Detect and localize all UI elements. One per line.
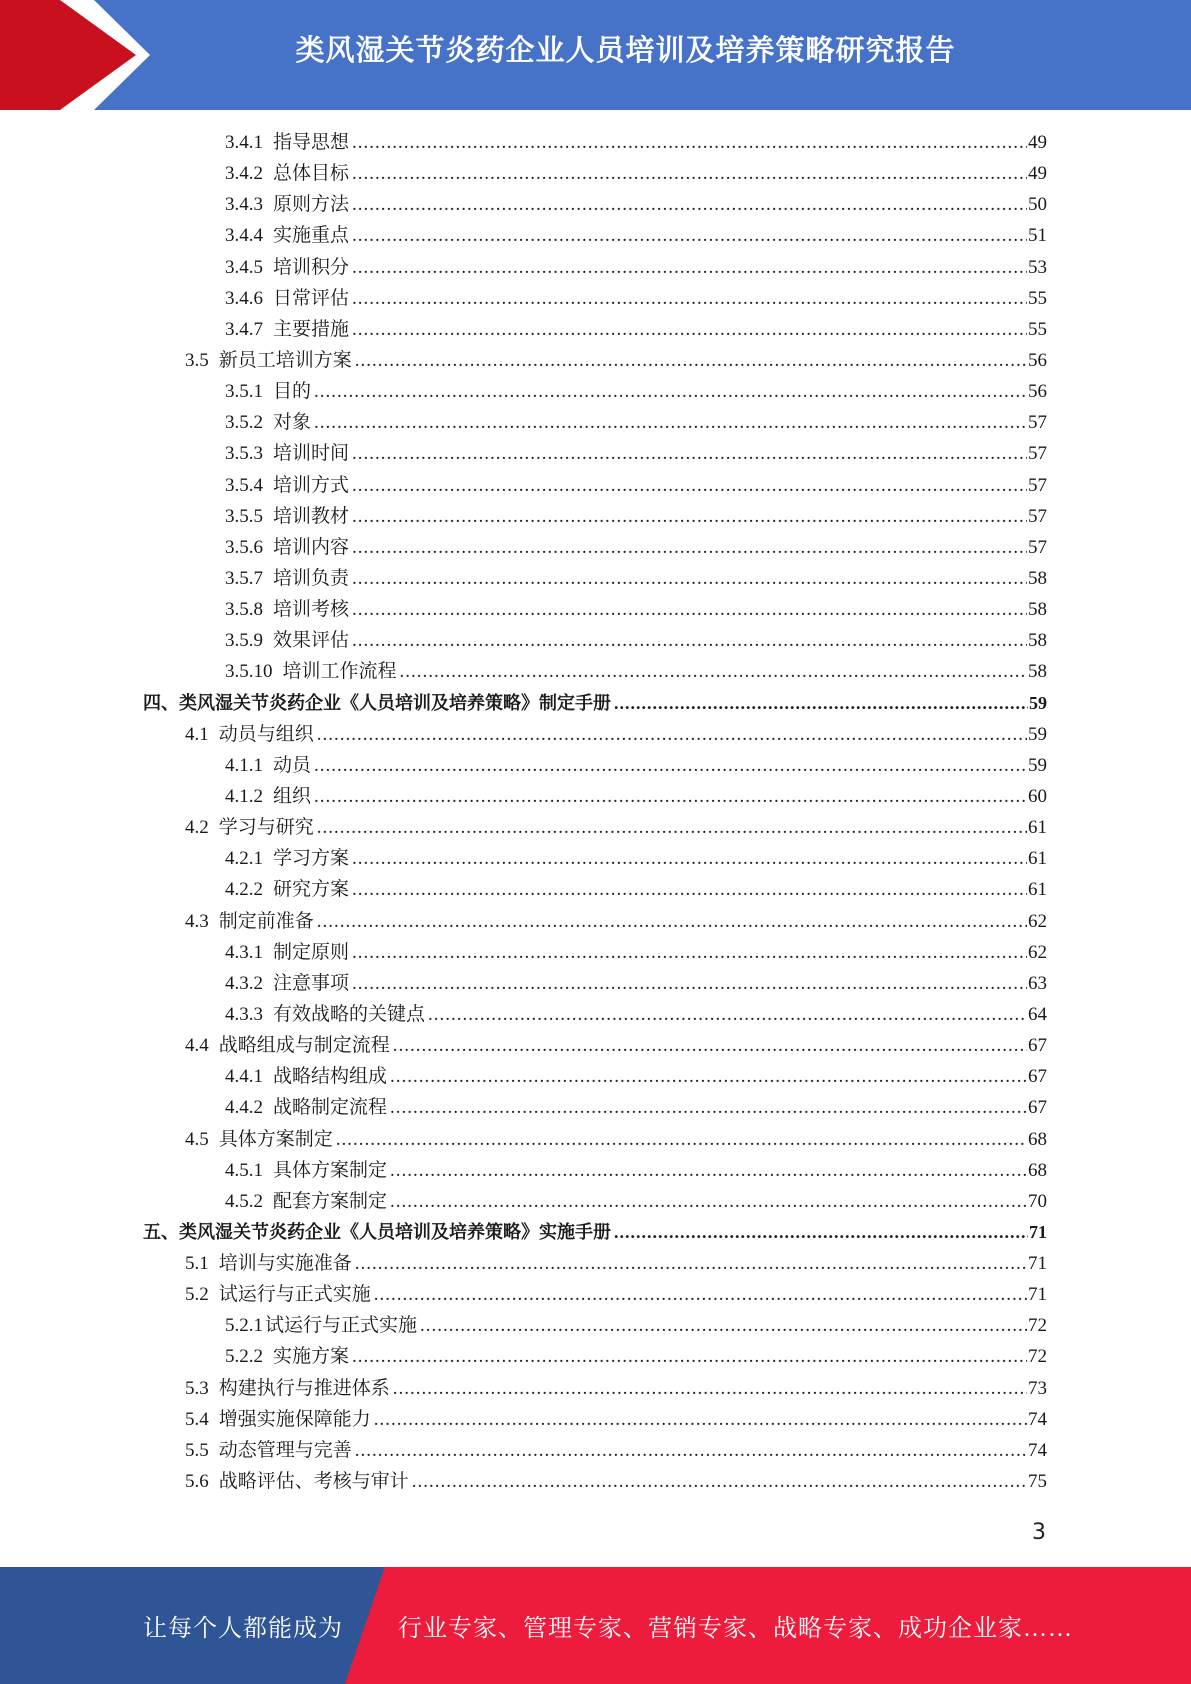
toc-dot-leader	[352, 968, 1027, 999]
toc-dot-leader	[352, 843, 1027, 874]
toc-entry-number: 3.5.8	[225, 599, 263, 621]
toc-dot-leader	[352, 189, 1027, 220]
toc-entry-page: 57	[1028, 443, 1047, 465]
toc-entry-label	[185, 719, 316, 750]
toc-entry-number: 3.5.2	[225, 412, 263, 434]
toc-entry-number: 3.5.3	[225, 443, 263, 465]
toc-entry[interactable]	[0, 407, 1191, 438]
toc-entry[interactable]	[0, 127, 1191, 158]
toc-entry-number: 5.3	[185, 1377, 209, 1399]
toc-dot-leader	[352, 594, 1027, 625]
toc-dot-leader	[352, 1341, 1027, 1372]
toc-dot-leader	[352, 625, 1027, 656]
toc-entry-number: 4.1.1	[225, 754, 263, 776]
toc-entry-number: 4.2	[185, 817, 209, 839]
toc-dot-leader	[314, 407, 1027, 438]
toc-entry-page: 53	[1028, 256, 1047, 278]
toc-entry-page: 67	[1028, 1066, 1047, 1088]
toc-entry[interactable]	[0, 1435, 1191, 1466]
toc-entry-number: 3.5	[185, 349, 209, 371]
toc-entry-title: 主要措施	[273, 318, 350, 340]
toc-entry-label	[225, 1155, 389, 1186]
toc-dot-leader	[390, 1155, 1027, 1186]
toc-entry-number: 4.1	[185, 723, 209, 745]
toc-entry-title: 战略评估、考核与审计	[218, 1471, 409, 1493]
toc-entry-number: 5.6	[185, 1471, 209, 1493]
toc-entry-title: 配套方案制定	[273, 1190, 388, 1212]
page-header	[0, 0, 1191, 110]
toc-entry-title: 学习与研究	[218, 817, 314, 839]
toc-entry-number: 4.5.1	[225, 1159, 263, 1181]
footer-slogan-right: 行业专家、管理专家、营销专家、战略专家、成功企业家……	[398, 1616, 1073, 1642]
toc-entry-title: 战略组成与制定流程	[218, 1035, 390, 1057]
toc-entry[interactable]	[0, 220, 1191, 251]
toc-dot-leader	[314, 750, 1027, 781]
toc-entry[interactable]	[0, 1030, 1191, 1061]
toc-entry-page: 72	[1028, 1315, 1047, 1337]
toc-dot-leader	[352, 937, 1027, 968]
toc-entry-title: 培训工作流程	[282, 661, 397, 683]
toc-entry-title: 实施重点	[273, 225, 350, 247]
toc-entry-title: 研究方案	[273, 879, 350, 901]
toc-dot-leader	[317, 906, 1027, 937]
toc-entry-label	[143, 1217, 613, 1248]
toc-entry-label	[225, 158, 351, 189]
toc-entry-page: 60	[1028, 785, 1047, 807]
toc-entry-number: 五、	[143, 1221, 179, 1242]
toc-entry[interactable]	[0, 1061, 1191, 1092]
toc-dot-leader	[614, 1217, 1028, 1248]
toc-entry-label	[185, 812, 316, 843]
toc-entry-number: 4.2.2	[225, 879, 263, 901]
toc-entry-number: 3.4.7	[225, 318, 263, 340]
toc-entry-number: 3.5.7	[225, 567, 263, 589]
toc-entry-title: 制定原则	[273, 941, 350, 963]
toc-entry[interactable]	[0, 189, 1191, 220]
toc-entry-number: 4.3	[185, 910, 209, 932]
toc-entry-label	[143, 688, 613, 719]
toc-dot-leader	[352, 127, 1027, 158]
toc-entry-page: 75	[1028, 1471, 1047, 1493]
toc-entry-page: 58	[1028, 599, 1047, 621]
toc-entry-page: 74	[1028, 1408, 1047, 1430]
toc-entry-label	[225, 127, 351, 158]
toc-entry-title: 具体方案制定	[273, 1159, 388, 1181]
toc-entry[interactable]	[0, 1373, 1191, 1404]
toc-dot-leader	[374, 1404, 1027, 1435]
toc-entry-label	[225, 999, 427, 1030]
toc-entry-number: 3.4.1	[225, 132, 263, 153]
toc-entry[interactable]	[0, 1217, 1191, 1248]
toc-entry-number: 3.4.4	[225, 225, 263, 247]
toc-entry-number: 5.2	[185, 1284, 209, 1306]
toc-entry[interactable]	[0, 656, 1191, 687]
toc-entry-title: 培训内容	[273, 536, 350, 558]
toc-entry-number: 4.3.1	[225, 941, 263, 963]
toc-dot-leader	[314, 781, 1027, 812]
document-title: 类风湿关节炎药企业人员培训及培养策略研究报告	[295, 33, 956, 67]
toc-entry-title: 构建执行与推进体系	[218, 1377, 390, 1399]
toc-dot-leader	[352, 220, 1027, 251]
toc-entry[interactable]	[0, 937, 1191, 968]
toc-entry[interactable]	[0, 1248, 1191, 1279]
toc-entry[interactable]	[0, 1186, 1191, 1217]
toc-entry-title: 实施方案	[273, 1346, 350, 1368]
toc-dot-leader	[355, 1435, 1027, 1466]
toc-entry-label	[185, 1279, 373, 1310]
toc-entry[interactable]	[0, 252, 1191, 283]
toc-entry[interactable]	[0, 906, 1191, 937]
toc-entry-title: 试运行与正式实施	[265, 1315, 418, 1337]
toc-entry-title: 战略结构组成	[273, 1066, 388, 1088]
table-of-contents	[0, 127, 1191, 1497]
toc-dot-leader	[393, 1030, 1027, 1061]
toc-entry-number: 3.5.10	[225, 661, 273, 683]
toc-entry-label	[185, 1435, 354, 1466]
toc-entry-label	[225, 314, 351, 345]
toc-dot-leader	[352, 470, 1027, 501]
toc-entry-number: 3.5.6	[225, 536, 263, 558]
toc-dot-leader	[420, 1310, 1027, 1341]
toc-entry-label	[225, 376, 313, 407]
toc-entry[interactable]	[0, 843, 1191, 874]
toc-dot-leader	[314, 376, 1027, 407]
toc-entry-label	[225, 843, 351, 874]
toc-dot-leader	[352, 252, 1027, 283]
toc-entry[interactable]	[0, 1092, 1191, 1123]
toc-entry-page: 61	[1028, 817, 1047, 839]
toc-entry-label	[185, 1466, 411, 1497]
toc-entry-page: 71	[1028, 1284, 1047, 1306]
toc-entry-number: 3.4.6	[225, 287, 263, 309]
toc-dot-leader	[390, 1092, 1027, 1123]
toc-entry[interactable]	[0, 812, 1191, 843]
toc-entry-page: 51	[1028, 225, 1047, 247]
toc-entry-number: 5.4	[185, 1408, 209, 1430]
toc-entry-number: 4.4.2	[225, 1097, 263, 1119]
toc-entry-label	[185, 1124, 335, 1155]
toc-entry-number: 3.5.9	[225, 630, 263, 652]
toc-entry-label	[225, 501, 351, 532]
toc-entry[interactable]	[0, 968, 1191, 999]
toc-entry-number: 3.5.5	[225, 505, 263, 527]
toc-entry-number: 4.5.2	[225, 1190, 263, 1212]
toc-entry-label	[225, 532, 351, 563]
toc-entry[interactable]	[0, 314, 1191, 345]
toc-entry-page: 62	[1028, 910, 1047, 932]
toc-entry[interactable]	[0, 1310, 1191, 1341]
toc-entry[interactable]	[0, 1404, 1191, 1435]
toc-entry-page: 74	[1028, 1439, 1047, 1461]
toc-dot-leader	[317, 812, 1027, 843]
toc-entry[interactable]	[0, 719, 1191, 750]
toc-entry-page: 56	[1028, 349, 1047, 371]
toc-entry-label	[225, 438, 351, 469]
toc-entry-page: 57	[1028, 536, 1047, 558]
page-number: 3	[1032, 1520, 1046, 1545]
toc-entry-label	[225, 625, 351, 656]
toc-entry-page: 57	[1028, 412, 1047, 434]
toc-entry-label	[225, 781, 313, 812]
toc-entry-number: 3.4.5	[225, 256, 263, 278]
toc-dot-leader	[412, 1466, 1027, 1497]
toc-entry[interactable]	[0, 874, 1191, 905]
toc-entry-label	[225, 874, 351, 905]
toc-dot-leader	[352, 532, 1027, 563]
toc-entry-page: 63	[1028, 972, 1047, 994]
toc-entry-title: 试运行与正式实施	[218, 1284, 371, 1306]
toc-entry-label	[185, 1248, 354, 1279]
toc-entry-label	[225, 1186, 389, 1217]
toc-entry[interactable]	[0, 345, 1191, 376]
toc-entry-number: 3.4.2	[225, 163, 263, 185]
toc-dot-leader	[352, 314, 1027, 345]
toc-entry-page: 49	[1028, 132, 1047, 153]
footer-slogan-left: 让每个人都能成为	[143, 1616, 343, 1642]
toc-entry-title: 类风湿关节炎药企业《人员培训及培养策略》制定手册	[179, 692, 611, 713]
toc-entry-number: 5.2.2	[225, 1346, 263, 1368]
toc-entry-title: 日常评估	[273, 287, 350, 309]
toc-entry-page: 58	[1028, 630, 1047, 652]
toc-entry[interactable]	[0, 532, 1191, 563]
toc-entry-label	[225, 656, 399, 687]
toc-entry-title: 对象	[273, 412, 312, 434]
toc-entry-page: 58	[1028, 567, 1047, 589]
toc-entry[interactable]	[0, 750, 1191, 781]
toc-entry-page: 55	[1028, 287, 1047, 309]
toc-entry-label	[225, 1341, 351, 1372]
toc-entry[interactable]	[0, 1124, 1191, 1155]
toc-entry-page: 57	[1028, 505, 1047, 527]
toc-entry-page: 72	[1028, 1346, 1047, 1368]
toc-entry-page: 57	[1028, 474, 1047, 496]
toc-entry-label	[225, 1310, 419, 1341]
toc-entry-page: 68	[1028, 1159, 1047, 1181]
toc-entry-title: 培训与实施准备	[218, 1253, 352, 1275]
toc-entry-page: 59	[1028, 723, 1047, 745]
toc-entry-title: 培训负责	[273, 567, 350, 589]
toc-entry-page: 61	[1028, 879, 1047, 901]
toc-entry-page: 70	[1028, 1190, 1047, 1212]
toc-entry[interactable]	[0, 1341, 1191, 1372]
toc-dot-leader	[352, 874, 1027, 905]
toc-entry-number: 5.1	[185, 1253, 209, 1275]
toc-entry-title: 有效战略的关键点	[273, 1003, 426, 1025]
toc-entry-title: 组织	[273, 785, 312, 807]
toc-entry-label	[225, 220, 351, 251]
toc-entry-page: 55	[1028, 318, 1047, 340]
toc-dot-leader	[614, 688, 1028, 719]
toc-entry-number: 5.5	[185, 1439, 209, 1461]
toc-entry-title: 战略制定流程	[273, 1097, 388, 1119]
toc-entry-label	[225, 252, 351, 283]
toc-entry-title: 培训教材	[273, 505, 350, 527]
toc-entry-page: 71	[1028, 1253, 1047, 1275]
toc-entry-label	[225, 750, 313, 781]
toc-entry-number: 4.4.1	[225, 1066, 263, 1088]
toc-entry-label	[225, 968, 351, 999]
toc-dot-leader	[393, 1373, 1027, 1404]
toc-dot-leader	[428, 999, 1027, 1030]
toc-entry-page: 49	[1028, 163, 1047, 185]
toc-dot-leader	[352, 158, 1027, 189]
toc-entry-page: 61	[1028, 848, 1047, 870]
toc-entry-title: 学习方案	[273, 848, 350, 870]
toc-entry-label	[185, 1404, 373, 1435]
toc-entry-number: 4.3.3	[225, 1003, 263, 1025]
toc-dot-leader	[390, 1186, 1027, 1217]
toc-entry-page: 67	[1028, 1035, 1047, 1057]
toc-entry-page: 59	[1029, 692, 1047, 713]
toc-entry-page: 59	[1028, 754, 1047, 776]
toc-entry-title: 培训时间	[273, 443, 350, 465]
toc-dot-leader	[352, 501, 1027, 532]
toc-entry-number: 4.4	[185, 1035, 209, 1057]
toc-entry-label	[225, 283, 351, 314]
toc-entry-label	[225, 937, 351, 968]
toc-entry[interactable]	[0, 501, 1191, 532]
toc-entry-title: 动员	[273, 754, 312, 776]
toc-entry-label	[225, 594, 351, 625]
toc-entry-label	[225, 1061, 389, 1092]
toc-entry[interactable]	[0, 158, 1191, 189]
toc-dot-leader	[352, 438, 1027, 469]
toc-entry-title: 总体目标	[273, 163, 350, 185]
toc-entry[interactable]	[0, 470, 1191, 501]
toc-dot-leader	[352, 283, 1027, 314]
toc-entry-title: 目的	[273, 381, 312, 403]
toc-dot-leader	[355, 1248, 1027, 1279]
toc-entry-title: 动态管理与完善	[218, 1439, 352, 1461]
toc-entry[interactable]	[0, 438, 1191, 469]
toc-entry-title: 培训积分	[273, 256, 350, 278]
toc-entry-title: 原则方法	[273, 194, 350, 216]
toc-entry[interactable]	[0, 999, 1191, 1030]
toc-dot-leader	[317, 719, 1027, 750]
toc-entry-page: 71	[1029, 1221, 1047, 1242]
toc-entry-number: 3.5.4	[225, 474, 263, 496]
page-footer	[0, 1567, 1191, 1684]
toc-entry-page: 56	[1028, 381, 1047, 403]
toc-entry-title: 注意事项	[273, 972, 350, 994]
toc-entry[interactable]	[0, 781, 1191, 812]
toc-entry[interactable]	[0, 1155, 1191, 1186]
toc-dot-leader	[352, 563, 1027, 594]
toc-entry-number: 5.2.1	[225, 1315, 263, 1337]
toc-entry-page: 58	[1028, 661, 1047, 683]
toc-entry-label	[185, 906, 316, 937]
toc-entry[interactable]	[0, 688, 1191, 719]
toc-entry-number: 四、	[143, 692, 179, 713]
toc-entry[interactable]	[0, 376, 1191, 407]
toc-dot-leader	[390, 1061, 1027, 1092]
toc-entry-page: 64	[1028, 1003, 1047, 1025]
toc-entry-title: 效果评估	[273, 630, 350, 652]
toc-entry-number: 3.4.3	[225, 194, 263, 216]
toc-dot-leader	[374, 1279, 1027, 1310]
toc-entry-label	[225, 470, 351, 501]
toc-entry-page: 67	[1028, 1097, 1047, 1119]
toc-entry-page: 62	[1028, 941, 1047, 963]
toc-entry[interactable]	[0, 1466, 1191, 1497]
toc-entry-title: 具体方案制定	[218, 1128, 333, 1150]
toc-entry-number: 4.3.2	[225, 972, 263, 994]
toc-entry-title: 动员与组织	[218, 723, 314, 745]
toc-entry-label	[225, 407, 313, 438]
toc-entry-number: 3.5.1	[225, 381, 263, 403]
toc-entry-page: 50	[1028, 194, 1047, 216]
toc-entry-title: 培训方式	[273, 474, 350, 496]
toc-entry-label	[185, 1373, 392, 1404]
toc-entry[interactable]	[0, 594, 1191, 625]
chevron-arrow-icon	[0, 0, 160, 110]
toc-entry-label	[225, 1092, 389, 1123]
toc-dot-leader	[355, 345, 1027, 376]
toc-entry[interactable]	[0, 563, 1191, 594]
toc-entry-number: 4.2.1	[225, 848, 263, 870]
toc-entry-title: 新员工培训方案	[218, 349, 352, 371]
toc-dot-leader	[336, 1124, 1027, 1155]
toc-entry-label	[225, 563, 351, 594]
toc-entry-title: 制定前准备	[218, 910, 314, 932]
toc-entry-page: 73	[1028, 1377, 1047, 1399]
toc-entry-title: 类风湿关节炎药企业《人员培训及培养策略》实施手册	[179, 1221, 611, 1242]
toc-entry[interactable]	[0, 1279, 1191, 1310]
toc-dot-leader	[400, 656, 1027, 687]
toc-entry[interactable]	[0, 625, 1191, 656]
toc-entry-number: 4.1.2	[225, 785, 263, 807]
toc-entry-label	[185, 1030, 392, 1061]
toc-entry-title: 指导思想	[273, 132, 350, 153]
toc-entry-label	[225, 189, 351, 220]
toc-entry[interactable]	[0, 283, 1191, 314]
toc-entry-title: 培训考核	[273, 599, 350, 621]
toc-entry-number: 4.5	[185, 1128, 209, 1150]
toc-entry-page: 68	[1028, 1128, 1047, 1150]
toc-entry-label	[185, 345, 354, 376]
toc-entry-title: 增强实施保障能力	[218, 1408, 371, 1430]
